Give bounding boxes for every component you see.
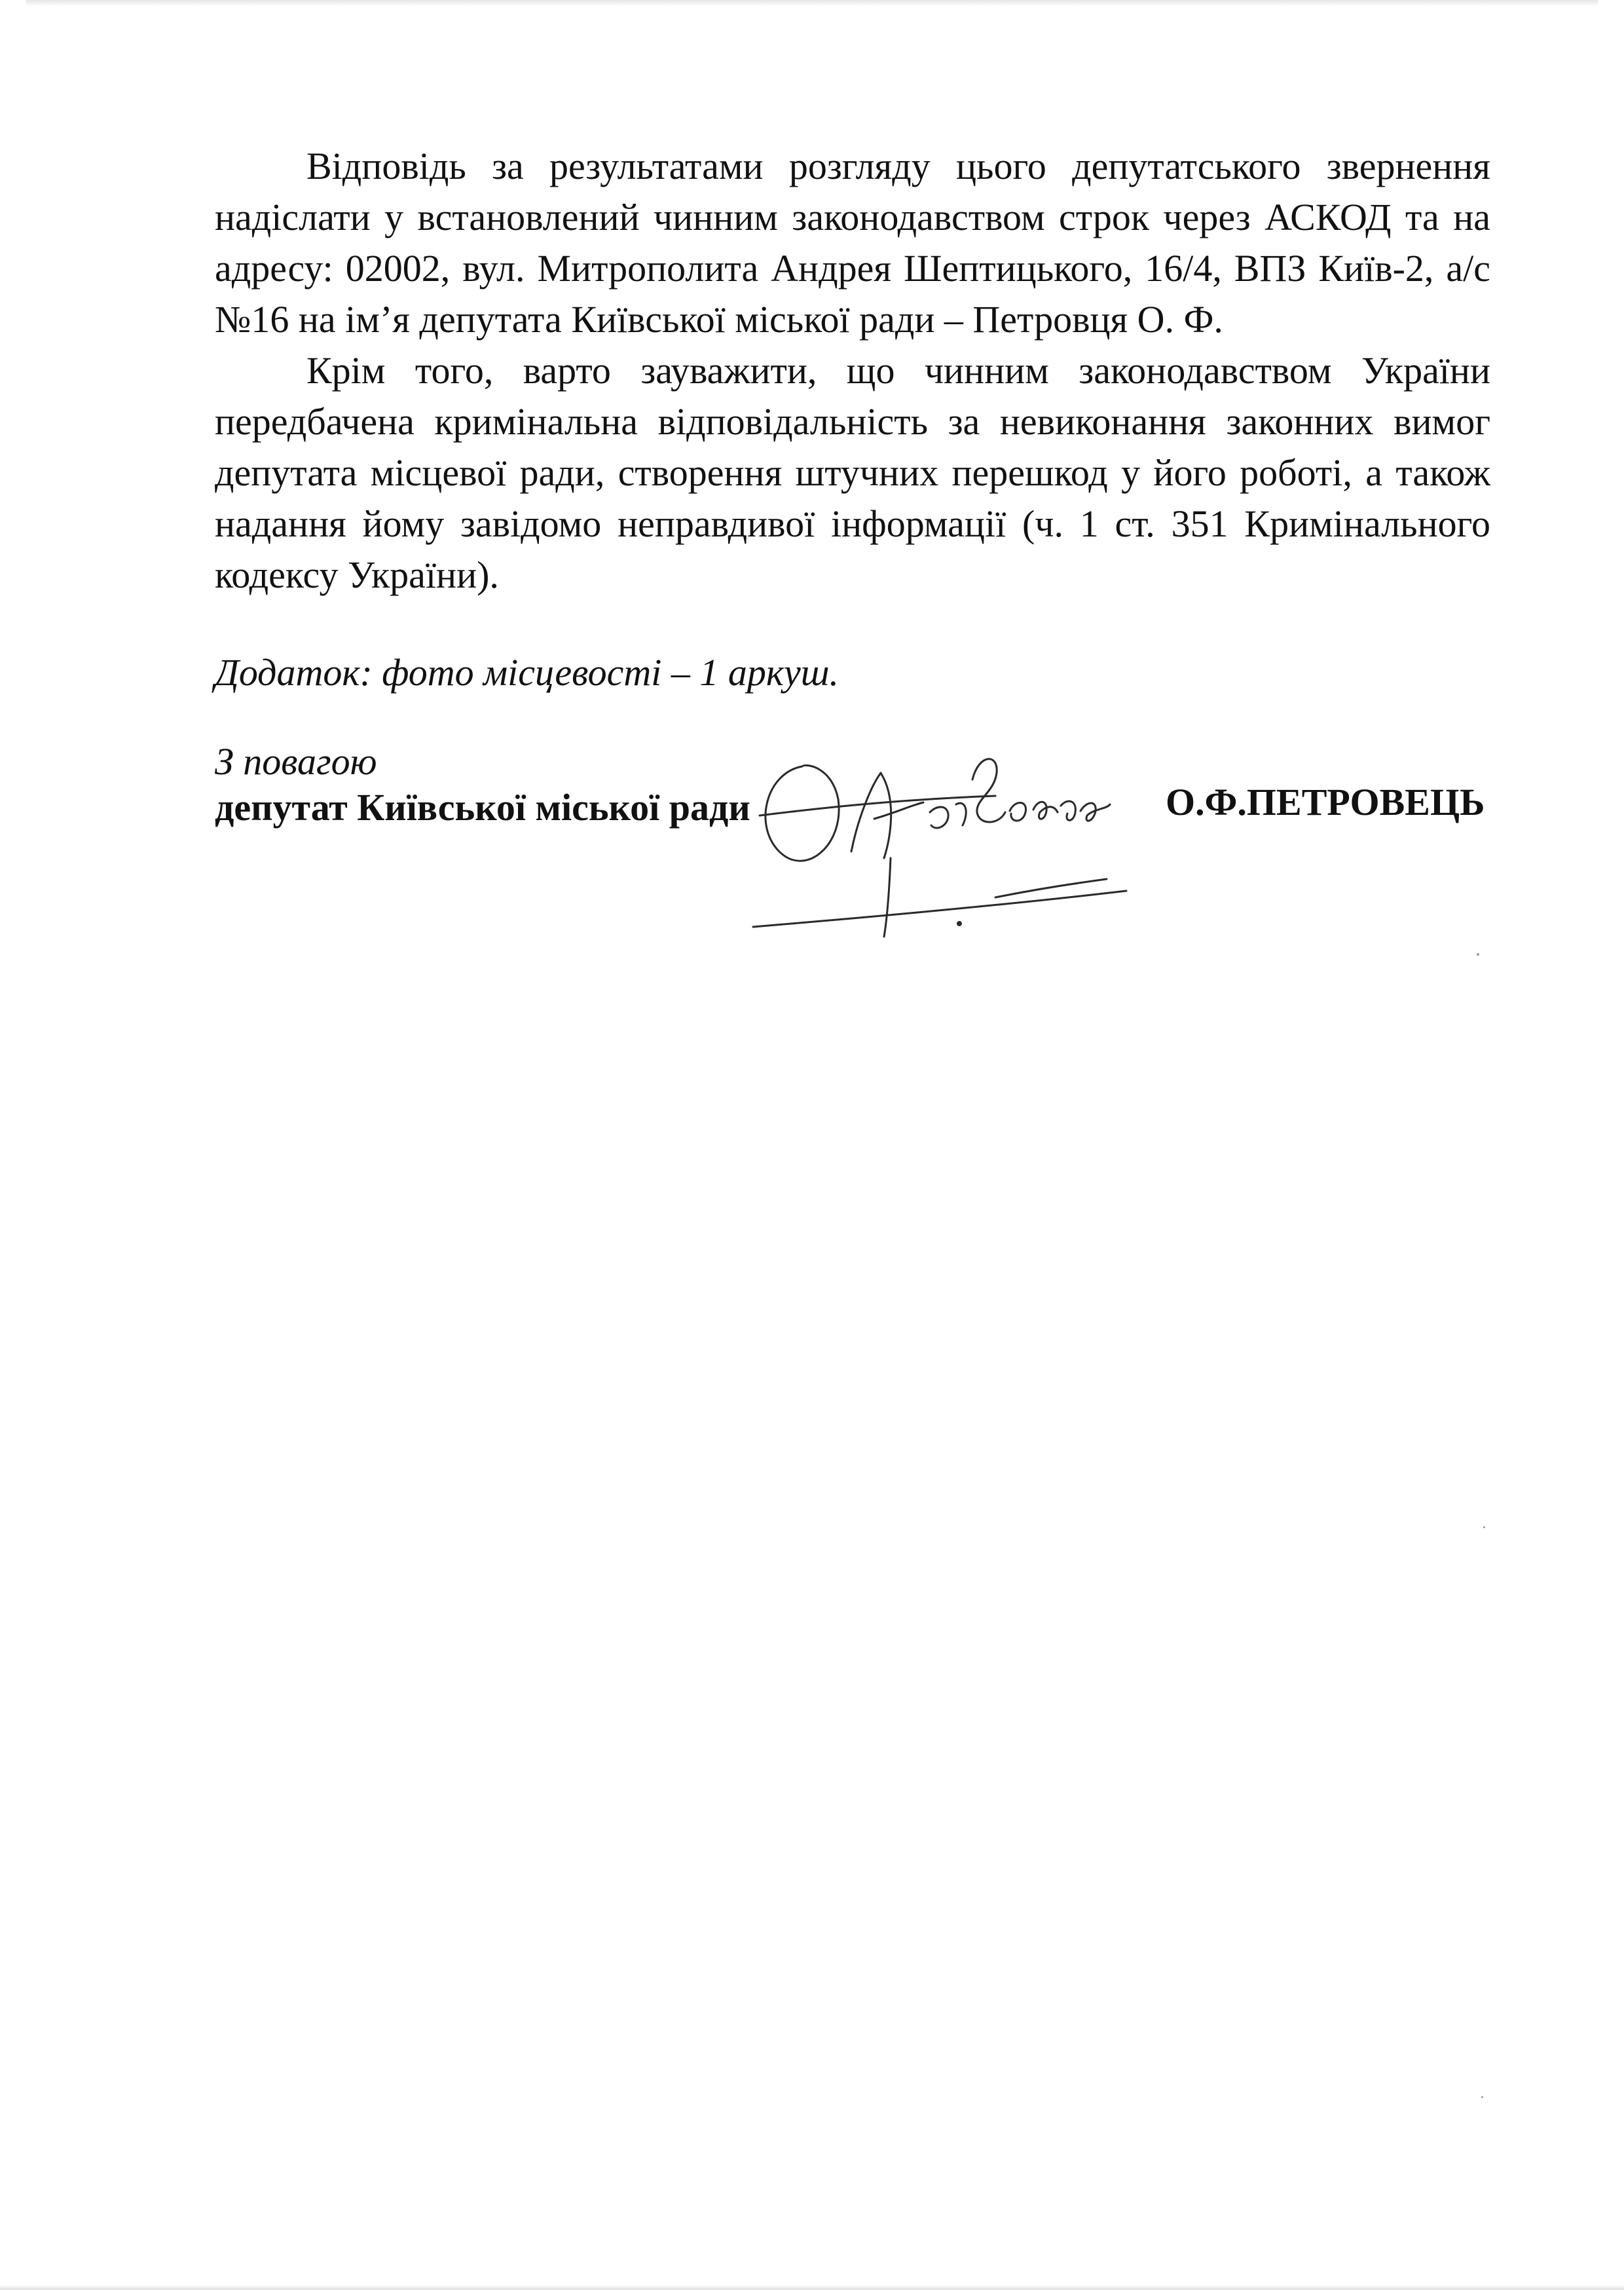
signer-position: депутат Київської міської ради — [215, 786, 750, 829]
scan-bottom-edge — [0, 2285, 1624, 2290]
scan-top-edge — [26, 0, 1598, 7]
letter-body — [215, 141, 1490, 601]
scan-speck — [1481, 2096, 1483, 2098]
paragraph-criminal-liability: Крім того, варто зауважити, що чинним законодавством України передбачена кримінальна відповідальність за невиконання законних вимог депутата місцевої ради, створення штучних перешкод у його роботі, а також надання йому завідомо неправдивої інформації (ч. 1 ст. 351 Кримінального кодексу України). — [215, 349, 1490, 596]
attachment-note: Додаток: фото місцевості – 1 аркуш. — [215, 651, 839, 694]
scan-speck — [1483, 1526, 1485, 1528]
handwritten-signature-icon — [740, 727, 1146, 943]
signer-name: О.Ф.ПЕТРОВЕЦЬ — [1166, 781, 1485, 823]
scan-speck — [1477, 953, 1479, 956]
paragraph-response-request: Відповідь за результатами розгляду цього депутатського звернення надіслати у встановлений чинним законодавством строк через АСКОД та на адресу: 02002, вул. Митрополита Андрея Шептицького, 16/4, ВПЗ Київ-2, а/с №16 на ім’я депутата Київської міської ради – Петровця О. Ф. — [215, 145, 1490, 341]
closing-salutation: З повагою — [215, 740, 377, 783]
